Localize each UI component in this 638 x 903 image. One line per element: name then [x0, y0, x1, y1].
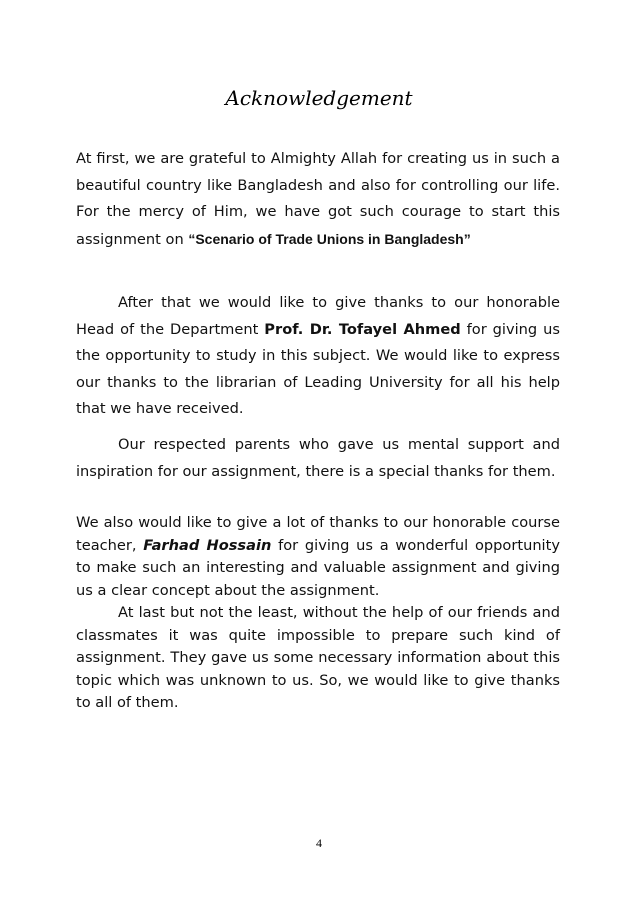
- paragraph-parents: [76, 431, 560, 485]
- paragraph-teacher: [76, 512, 560, 602]
- assignment-title: “Scenario of Trade Unions in Bangladesh”: [188, 230, 471, 247]
- head-name: Prof. Dr. Tofayel Ahmed: [264, 320, 461, 338]
- teacher-name: Farhad Hossain: [143, 536, 272, 554]
- paragraph-text: for giving us a wonderful opportunity to make such an interesting and valuable assignment and giving us a clear concept about the assignment.: [76, 536, 560, 599]
- page-number: 4: [316, 836, 322, 850]
- paragraph-department-head: [76, 290, 560, 423]
- paragraph-text: At first, we are grateful to Almighty Allah for creating us in such a beautiful country like Bangladesh and also for controlling our life. For the mercy of Him, we have got such courage to start this assignment on: [76, 150, 560, 248]
- paragraph-text: After that we would like to give thanks to our honorable Head of the Department: [76, 294, 560, 338]
- paragraph-text: Our respected parents who gave us mental support and inspiration for our assignment, there is a special thanks for them.: [76, 436, 560, 480]
- paragraph-text: for giving us the opportunity to study in this subject. We would like to express our thanks to the librarian of Leading University for all his help that we have received.: [76, 320, 560, 417]
- paragraph-gratitude: [76, 146, 560, 253]
- paragraph-text: At last but not the least, without the help of our friends and classmates it was quite impossible to prepare such kind of assignment. They gave us some necessary information about this topic which was unknown to us. So, we would like to give thanks to all of them.: [76, 604, 560, 711]
- paragraph-friends: [76, 602, 560, 715]
- page-title: Acknowledgement: [225, 86, 413, 110]
- paragraph-text: We also would like to give a lot of thanks to our honorable course teacher,: [76, 514, 560, 554]
